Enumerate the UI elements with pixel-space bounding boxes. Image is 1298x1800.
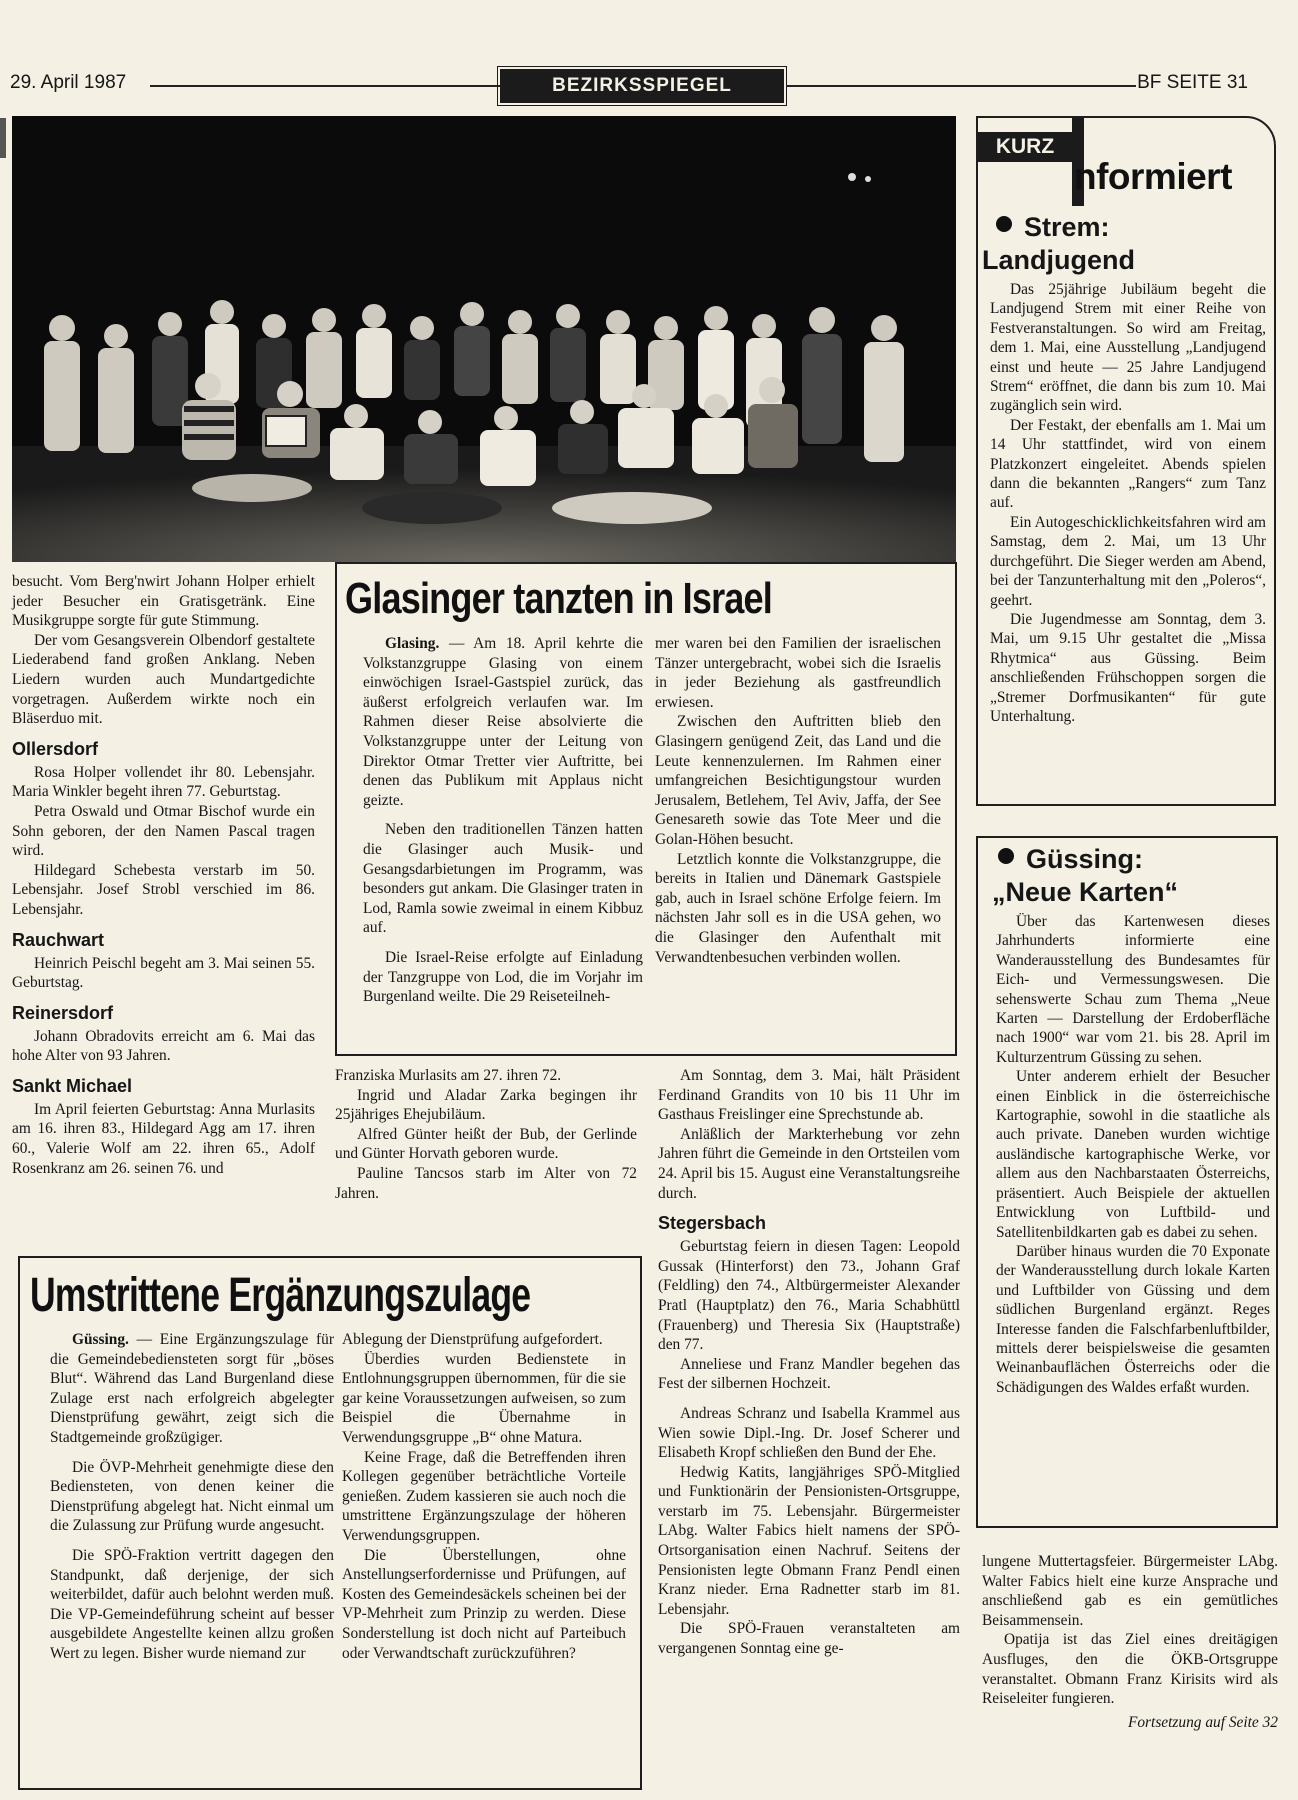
issue-date: 29. April 1987 bbox=[10, 72, 127, 93]
group-photo bbox=[12, 116, 956, 562]
paragraph: Im April feierten Geburtstag: Anna Murlasits am 16. ihren 83., Hildegard Agg am 17. ihren 60., Valerie Wolf am 22. ihren 65., Adolf Rosenkranz am 26. seinen 76. und bbox=[12, 1100, 315, 1177]
kurz-title: nformiert bbox=[1074, 156, 1232, 197]
kurz-tag: KURZ bbox=[978, 132, 1072, 162]
article-ergaenzungszulage-headline: Umstrittene Ergänzungszulage bbox=[30, 1269, 531, 1322]
paragraph: Überdies wurden Bedienstete in Entlohnungsgruppen übernommen, für die sie gar keine Voraussetzungen aufweisen, so zum Beispiel die Übernahme in Verwendungsgruppe „B“ ohne Matura. bbox=[342, 1350, 626, 1446]
paragraph: Ingrid und Aladar Zarka begingen ihr 25jähriges Ehejubiläum. bbox=[335, 1086, 637, 1124]
paragraph: Geburtstag feiern in diesen Tagen: Leopold Gussak (Hinterforst) den 73., Johann Graf (Feldling) den 74., Altbürgermeister Alexander Pratl (Hauptplatz) den 76., Maria Schabhüttl (Frauenberg) und Theresia Six (Hauptstraße) den 77. bbox=[658, 1238, 960, 1354]
paragraph: Anläßlich der Markterhebung vor zehn Jahren führt die Gemeinde in den Ortsteilen vom 24. April bis 15. August eine Veranstaltungsreihe durch. bbox=[658, 1125, 960, 1202]
heading-rauchwart: Rauchwart bbox=[12, 929, 105, 950]
article-glasinger-col1 bbox=[363, 634, 643, 1007]
paragraph: Am Sonntag, dem 3. Mai, hält Präsident Ferdinand Grandits von 10 bis 11 Uhr im Gasthaus Freislinger eine Sprechstunde ab. bbox=[658, 1067, 960, 1124]
guessing-text bbox=[984, 912, 1270, 1397]
kurz-informiert-masthead bbox=[978, 118, 1274, 208]
heading-ollersdorf: Ollersdorf bbox=[12, 738, 99, 759]
article-glasinger-box bbox=[335, 562, 957, 1056]
right-tail-column bbox=[982, 1552, 1278, 1732]
paragraph: Andreas Schranz und Isabella Krammel aus Wien sowie Dipl.-Ing. Dr. Josef Scherer und Elisabeth Kropf schließen den Bund der Ehe. bbox=[658, 1404, 960, 1462]
dateline: Glasing. bbox=[385, 635, 440, 652]
paragraph: Alfred Günter heißt der Bub, der Gerlinde und Günter Horvath geboren wurde. bbox=[335, 1125, 637, 1163]
paragraph: Hildegard Schebesta verstarb im 50. Lebensjahr. Josef Strobl verschied im 86. Lebensjahr. bbox=[12, 861, 315, 918]
paragraph: — Eine Ergänzungszulage für die Gemeindebediensteten sorgt für „böses Blut“. Während das Land Burgenland diese Zulage erst nach erfolgreich abgelegter Dienstprüfung gewährt, zeigt sich die Stadtgemeinde großzügiger. bbox=[50, 1331, 334, 1446]
paragraph: Der vom Gesangsverein Olbendorf gestaltete Liederabend fand großen Anklang. Neben Liedern wurden auch Mundartgedichte vorgetragen. Außerdem wirkte noch ein Bläserduo mit. bbox=[12, 631, 315, 728]
paragraph: Die SPÖ-Fraktion vertritt dagegen den Standpunkt, daß derjenige, der sich weiterbildet, dafür auch belohnt werden muß. Die VP-Gemeindeführung scheint auf besser ausgebildete Angestellte keinen allzu großen Wert zu legen. Bisher wurde niemand zur bbox=[50, 1546, 334, 1662]
header-rule-right bbox=[786, 85, 1136, 87]
kurz-informiert-panel bbox=[974, 116, 1278, 808]
paragraph: Unter anderem erhielt der Besucher einen Einblick in die österreichische Kartographie, sowohl in die staatliche als auch private. Daneben wurden wichtige ausländische kartographische Werke, vor allem aus den Nachbarstaaten Österreichs, präsentiert. Auch Beispiele der aktuellen Entwicklung von Luftbild- und Satellitenbildkarten gab es dabei zu sehen. bbox=[996, 1068, 1270, 1241]
paragraph: Franziska Murlasits am 27. ihren 72. bbox=[335, 1067, 562, 1084]
paragraph: Johann Obradovits erreicht am 6. Mai das hohe Alter von 93 Jahren. bbox=[12, 1027, 315, 1065]
article-glasinger-headline: Glasinger tanzten in Israel bbox=[345, 574, 773, 623]
paragraph: Die SPÖ-Frauen veranstalteten am vergangenen Sonntag eine ge- bbox=[658, 1620, 960, 1658]
paragraph: mer waren bei den Familien der israelischen Tänzer untergebracht, wobei sich die Israelis in jeder Beziehung als gastfreundlich erwiesen. bbox=[655, 635, 941, 711]
paragraph: Die ÖVP-Mehrheit genehmigte diese den Bediensteten, von denen keiner die Dienstprüfung abgelegt hat. Nicht einmal um die Zulassung zur Prüfung wurde angesucht. bbox=[50, 1458, 334, 1535]
paragraph: Über das Kartenwesen dieses Jahrhunderts informierte eine Wanderausstellung des Bundesamtes für Eich- und Vermessungswesen. Die sehenswerte Schau zum Thema „Neue Karten — Darstellung der Erdoberfläche nach 1900“ war vom 21. bis 28. April im Kulturzentrum Güssing zu sehen. bbox=[996, 913, 1270, 1066]
paragraph: Die Jugendmesse am Sonntag, dem 3. Mai, um 9.15 Uhr gestaltet die „Missa Rhytmica“ aus Güssing. Beim anschließenden Frühschoppen sorgen die „Stremer Dorfmusikanten“ für gute Unterhaltung. bbox=[990, 610, 1266, 725]
paragraph: Opatija ist das Ziel eines dreitägigen Ausfluges, den die ÖKB-Ortsgruppe veranstaltet. Obmann Franz Kirisits wird als Reiseleiter fungieren. bbox=[982, 1631, 1278, 1708]
dateline: Güssing. bbox=[72, 1331, 129, 1348]
heading-stegersbach: Stegersbach bbox=[658, 1213, 767, 1234]
article-glasinger-col2 bbox=[655, 634, 941, 967]
header-rule-left bbox=[150, 85, 500, 87]
paragraph: Pauline Tancsos starb im Alter von 72 Jahren. bbox=[335, 1164, 637, 1202]
strem-subheadline: Landjugend bbox=[982, 245, 1135, 275]
local-news-column-right bbox=[658, 1066, 960, 1659]
paragraph: Der Festakt, der ebenfalls am 1. Mai um 14 Uhr stattfindet, wird von einem Platzkonzert eingeleitet. Abends spielen dann die bekannten „Rangers“ zum Tanz auf. bbox=[990, 416, 1266, 512]
paragraph: Rosa Holper vollendet ihr 80. Lebensjahr. Maria Winkler begeht ihren 77. Geburtstag. bbox=[12, 763, 315, 801]
guessing-headline: Güssing: bbox=[1026, 844, 1144, 874]
strem-headline: Strem: bbox=[1024, 212, 1110, 242]
paragraph: besucht. Vom Berg'nwirt Johann Holper erhielt jeder Besucher ein Gratisgetränk. Eine Musikgruppe sorgte für gute Stimmung. bbox=[12, 573, 315, 630]
heading-reinersdorf: Reinersdorf bbox=[12, 1002, 114, 1023]
heading-sankt-michael: Sankt Michael bbox=[12, 1075, 133, 1096]
paragraph: Darüber hinaus wurden die 70 Exponate der Wanderausstellung durch lokale Karten und Luftbilder von Güssing und dem südlichen Burgenland ergänzt. Reges Interesse fanden die Falschfarbenluftbilder, mittels derer beispielsweise die gesamten Weinanbauflächen Österreichs oder die Schädigungen des Waldes erfaßt wurden. bbox=[996, 1242, 1270, 1396]
paragraph: Hedwig Katits, langjähriges SPÖ-Mitglied und Funktionärin der Pensionisten-Ortsgruppe, verstarb im 75. Lebensjahr. Bürgermeister LAbg. Walter Fabics hielt namens der SPÖ-Ortsorganisation einen Nachruf. Seitens der Pensionisten legte Obmann Franz Pendl einen Kranz nieder. Erna Radnetter starb im 81. Lebensjahr. bbox=[658, 1463, 960, 1618]
page-number: BF SEITE 31 bbox=[1137, 72, 1248, 93]
paragraph: Die Überstellungen, ohne Anstellungserfordernisse und Prüfungen, auf Kosten des Gemeindesäckels scheinen bei der VP-Mehrheit zum Prinzip zu werden. Diese Sonderstellung ist doch nicht auf Parteibuch oder Verwandtschaft zurückzuführen? bbox=[342, 1546, 626, 1662]
paragraph: Zwischen den Auftritten blieb den Glasingern genügend Zeit, das Land und die Leute kennenzulernen. Im Rahmen einer umfangreichen Besichtigungstour wurden Jerusalem, Betlehem, Tel Aviv, Jaffa, der See Genesareth sowie das Tote Meer und die Golan-Höhen besucht. bbox=[655, 713, 941, 848]
page-header bbox=[0, 64, 1298, 108]
paragraph: Neben den traditionellen Tänzen hatten die Glasinger auch Musik- und Gesangsdarbietungen im Programm, was besonders gut ankam. Die Glasinger traten in Lod, Ramla sowie zweimal in einem Kibbuz auf. bbox=[363, 821, 643, 937]
continuation-note: Fortsetzung auf Seite 32 bbox=[1127, 1713, 1278, 1731]
paragraph: Petra Oswald und Otmar Bischof wurde ein Sohn geboren, der den Namen Pascal tragen wird. bbox=[12, 802, 315, 860]
paragraph: — Am 18. April kehrte die Volkstanzgruppe Glasing von einem einwöchigen Israel-Gastspiel zurück, das äußerst erfolgreich verlaufen war. Im Rahmen dieser Reise absolvierte die Volkstanzgruppe unter der Leitung von Direktor Otmar Tretter vier Auftritte, bei denen das Publikum mit Applaus nicht geizte. bbox=[363, 635, 643, 809]
article-ergaenzungszulage-col2 bbox=[342, 1330, 626, 1663]
bullet-icon bbox=[996, 216, 1012, 232]
guessing-subheadline: „Neue Karten“ bbox=[992, 877, 1179, 907]
paragraph: Keine Frage, daß die Betreffenden ihren Kollegen gegenüber beträchtliche Vorteile genießen. Zudem kassieren sie auch noch die umstrittene Ergänzungszulage der höheren Verwendungsgruppen. bbox=[342, 1448, 626, 1544]
strem-text bbox=[982, 280, 1266, 726]
paragraph: Das 25jährige Jubiläum begeht die Landjugend Strem mit einer Reihe von Festveranstaltungen. So wird am Freitag, dem 1. Mai, eine Ausstellung „Landjugend einst und heute — 25 Jahre Landjugend Strem“ eröffnet, die dann bis zum 10. Mai zugänglich sein wird. bbox=[990, 281, 1266, 415]
local-news-column-left bbox=[12, 572, 315, 1178]
paragraph: Ablegung der Dienstprüfung aufgefordert. bbox=[342, 1331, 603, 1348]
paragraph: Die Israel-Reise erfolgte auf Einladung der Tanzgruppe von Lod, die im Vorjahr im Burgenland weilte. Die 29 Reiseteilneh- bbox=[363, 948, 643, 1006]
paragraph: Anneliese und Franz Mandler begehen das Fest der silbernen Hochzeit. bbox=[658, 1355, 960, 1393]
kurz-strem bbox=[982, 212, 1266, 726]
paragraph: Heinrich Peischl begeht am 3. Mai seinen 55. Geburtstag. bbox=[12, 954, 315, 992]
bullet-icon bbox=[998, 848, 1014, 864]
group-photo-illustration bbox=[12, 116, 956, 562]
paragraph: Letztlich konnte die Volkstanzgruppe, die bereits in Italien und Dänemark Gastspiele gab, auch in Israel schöne Erfolge feiern. Im nächsten Jahr soll es in die USA gehen, wo die Glasinger den Aufenthalt mit Verwandtenbesuchen verbinden wollen. bbox=[655, 850, 941, 966]
section-label: BEZIRKSSPIEGEL bbox=[500, 69, 784, 103]
scan-edge bbox=[0, 118, 6, 158]
article-ergaenzungszulage-box bbox=[18, 1256, 642, 1790]
paragraph: lungene Muttertagsfeier. Bürgermeister LAbg. Walter Fabics hielt eine kurze Ansprache und anschließend gab es ein gemütliches Beisammensein. bbox=[982, 1553, 1278, 1629]
article-ergaenzungszulage-col1 bbox=[50, 1330, 334, 1664]
local-news-column-middle bbox=[335, 1066, 637, 1203]
kurz-guessing-box bbox=[976, 836, 1278, 1528]
paragraph: Ein Autogeschicklichkeitsfahren wird am Samstag, dem 2. Mai, um 13 Uhr durchgeführt. Die Sieger werden am Abend, bei der Tanzunterhaltung mit den „Poleros“, geehrt. bbox=[990, 513, 1266, 609]
